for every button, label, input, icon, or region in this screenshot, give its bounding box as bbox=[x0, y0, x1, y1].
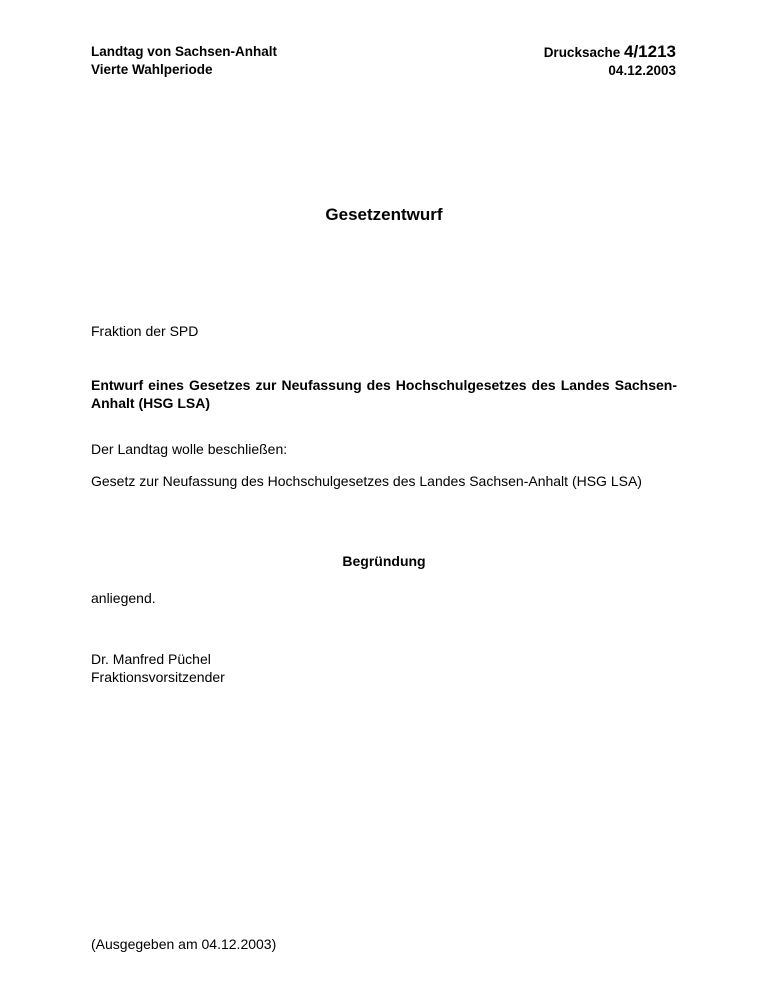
header-left bbox=[91, 43, 277, 79]
header-right bbox=[544, 43, 676, 80]
intro-line: Der Landtag wolle beschließen: bbox=[91, 441, 288, 457]
resolution-text: Gesetz zur Neufassung des Hochschulgesetzes des Landes Sachsen-Anhalt (HSG LSA) bbox=[91, 473, 642, 489]
reason-text: anliegend. bbox=[91, 590, 156, 606]
parliament-name: Landtag von Sachsen-Anhalt bbox=[91, 44, 278, 59]
issue-date-footer: (Ausgegeben am 04.12.2003) bbox=[91, 936, 277, 952]
bill-subject: Entwurf eines Gesetzes zur Neufassung des Hochschulgesetzes des Landes Sachsen-Anhalt (HSG LSA) bbox=[91, 377, 677, 411]
signatory-role: Fraktionsvorsitzender bbox=[91, 669, 225, 685]
document-number: 4/1213 bbox=[624, 42, 676, 61]
signatory-name: Dr. Manfred Püchel bbox=[91, 651, 211, 667]
document-date: 04.12.2003 bbox=[608, 63, 676, 78]
document-number-line bbox=[544, 43, 676, 62]
document-label: Drucksache bbox=[543, 45, 621, 60]
legislative-period: Vierte Wahlperiode bbox=[91, 62, 213, 77]
reason-heading: Begründung bbox=[342, 553, 426, 569]
document-title: Gesetzentwurf bbox=[325, 205, 443, 224]
author-line: Fraktion der SPD bbox=[91, 323, 199, 339]
signature-block bbox=[91, 650, 225, 686]
